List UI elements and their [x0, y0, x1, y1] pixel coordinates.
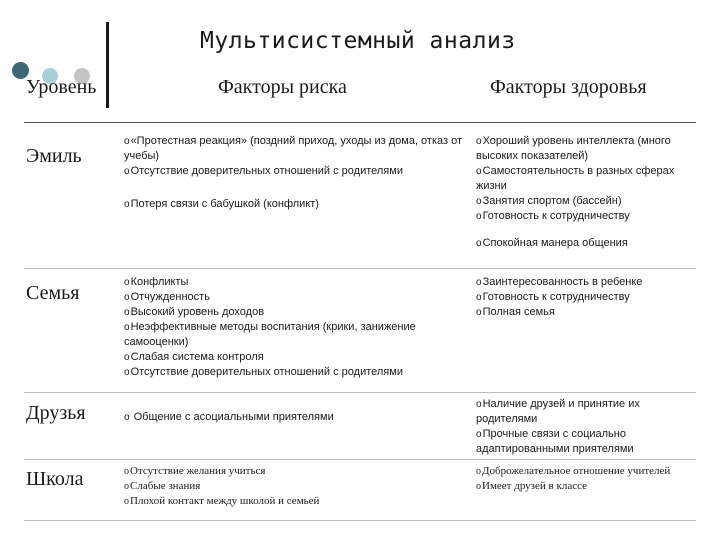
risk-cell-family: [124, 275, 454, 380]
risk-cell-school: [124, 464, 454, 509]
list-item: oХороший уровень интеллекта (много высоких показателей): [476, 135, 671, 162]
list-item: oПотеря связи с бабушкой (конфликт): [124, 198, 319, 210]
list-item: oПрочные связи с социально адаптированными приятелями: [476, 428, 634, 455]
table-rule: [24, 122, 696, 123]
list-item: oСлабые знания: [124, 480, 201, 492]
health-cell-emil: [476, 134, 686, 251]
row-label-friends: Друзья: [26, 402, 86, 424]
health-cell-school: [476, 464, 686, 494]
list-item: oПлохой контакт между школой и семьей: [124, 495, 320, 507]
list-item: o«Протестная реакция» (поздний приход, уходы из дома, отказ от учебы): [124, 135, 463, 162]
table-rule: [24, 268, 696, 269]
header-risk-factors: Факторы риска: [218, 76, 347, 98]
list-item: oОтсутствие доверительных отношений с родителями: [124, 366, 403, 378]
list-item: oГотовность к сотрудничеству: [476, 210, 630, 222]
health-cell-family: [476, 275, 686, 320]
title-divider-line: [106, 22, 109, 108]
list-item: oЗаинтересованность в ребенке: [476, 276, 643, 288]
row-label-school: Школа: [26, 468, 84, 490]
list-item: oДоброжелательное отношение учителей: [476, 465, 671, 477]
list-item: oВысокий уровень доходов: [124, 306, 265, 318]
table-rule: [24, 459, 696, 460]
row-label-family: Семья: [26, 282, 80, 304]
list-item: oКонфликты: [124, 276, 189, 288]
list-item: oНеэффективные методы воспитания (крики, занижение самооценки): [124, 321, 416, 348]
header-health-factors: Факторы здоровья: [490, 76, 647, 98]
risk-cell-emil: [124, 134, 464, 212]
list-item: oНаличие друзей и принятие их родителями: [476, 398, 640, 425]
list-item: oСамостоятельность в разных сферах жизни: [476, 165, 675, 192]
table-rule: [24, 520, 696, 521]
list-item: oСлабая система контроля: [124, 351, 264, 363]
risk-cell-friends: [124, 410, 454, 425]
row-label-emil: Эмиль: [26, 145, 82, 167]
page-title: Мультисистемный анализ: [200, 28, 516, 54]
list-item: oСпокойная манера общения: [476, 237, 628, 249]
list-item: oОтсутствие доверительных отношений с родителями: [124, 165, 403, 177]
health-cell-friends: [476, 397, 686, 457]
list-item: oОтсутствие желания учиться: [124, 465, 266, 477]
list-item: o Общение с асоциальными приятелями: [124, 411, 334, 423]
header-level: Уровень: [26, 76, 97, 98]
table-rule: [24, 392, 696, 393]
list-item: oЗанятия спортом (бассейн): [476, 195, 622, 207]
list-item: oГотовность к сотрудничеству: [476, 291, 630, 303]
list-item: oОтчужденность: [124, 291, 210, 303]
list-item: oПолная семья: [476, 306, 555, 318]
list-item: oИмеет друзей в классе: [476, 480, 587, 492]
